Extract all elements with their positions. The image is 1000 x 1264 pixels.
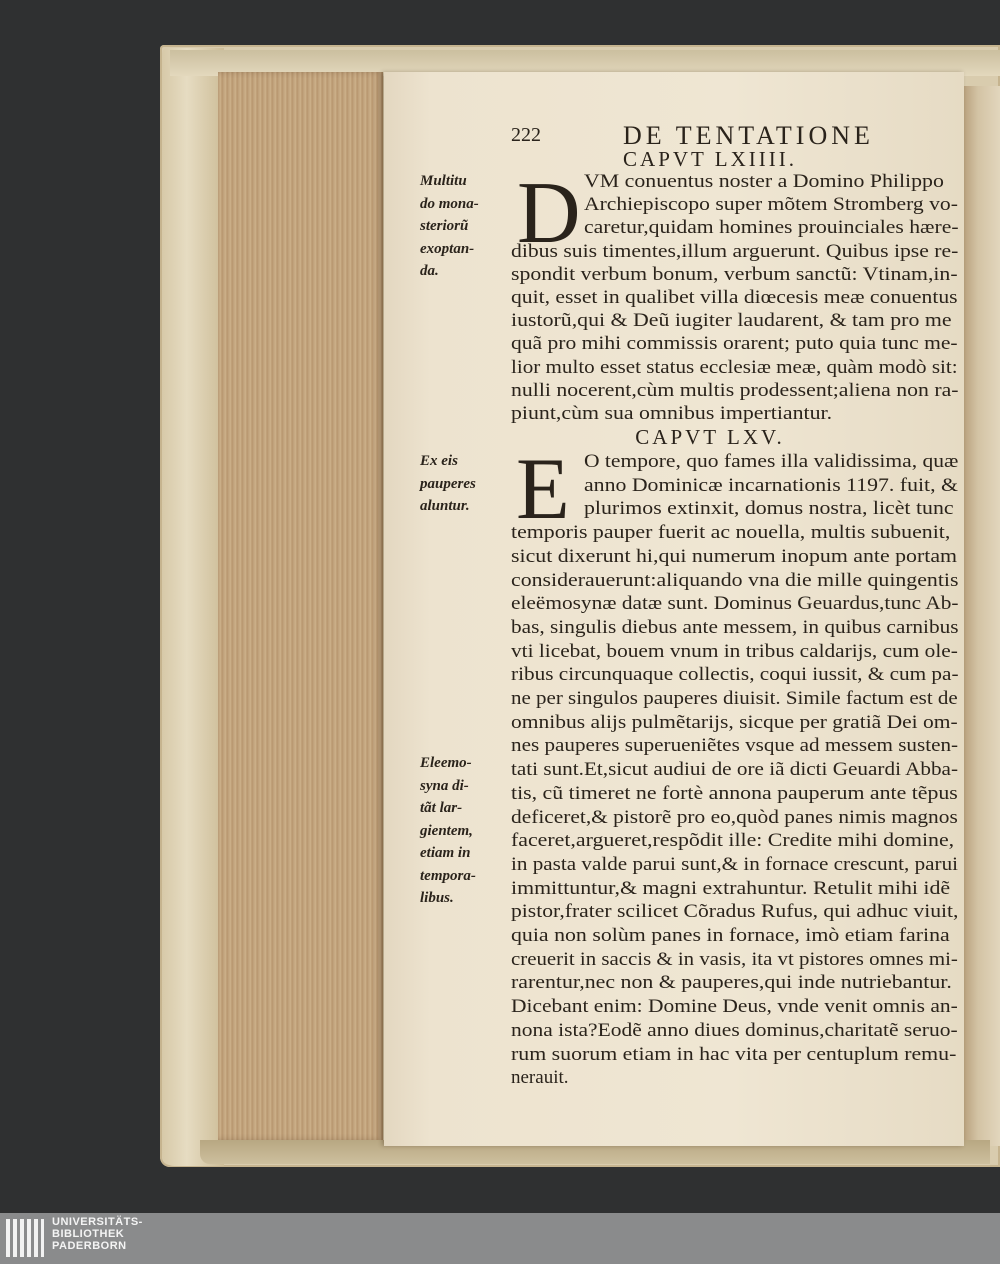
text-line: deficeret,& pistorẽ pro eo,quòd panes nimis magnos — [511, 806, 958, 828]
text-line: tis, cũ timeret ne fortè annona pauperum ante tẽpus — [511, 782, 958, 804]
drop-cap: E — [516, 441, 570, 538]
text-line: nes pauperes superueniẽtes vsque ad messem susten- — [511, 735, 959, 757]
library-logo-icon — [6, 1219, 46, 1257]
text-line: VM conuentus noster a Domino Philippo — [584, 171, 944, 192]
text-line: anno Dominicæ incarnationis 1197. fuit, & — [584, 474, 958, 496]
margin-note-line: Ex eis — [420, 453, 458, 469]
margin-note — [420, 450, 510, 518]
margin-note-line: gientem, — [420, 822, 473, 839]
margin-note-line: Multitu — [420, 173, 467, 189]
margin-note-line: syna di- — [420, 777, 469, 794]
text-line: eleëmosynæ datæ sunt. Dominus Geuardus,tunc Ab- — [511, 593, 959, 615]
text-line: nerauit. — [511, 1067, 569, 1089]
text-line: plurimos extinxit, domus nostra, licèt tunc — [584, 498, 954, 520]
text-line: ne per singulos pauperes diuisit. Simile factum est de — [511, 688, 958, 709]
logo-line: UNIVERSITÄTS- — [52, 1216, 143, 1228]
margin-note-line: libus. — [420, 890, 454, 906]
text-line: tati sunt.Et,sicut audiui de ore iã dicti Geuardi Abba- — [511, 759, 959, 781]
logo-line: PADERBORN — [52, 1240, 127, 1252]
text-line: omnibus alijs pulmẽtarijs, sicque per gratiã Dei om- — [511, 711, 958, 733]
running-title: DE TENTATIONE — [623, 121, 874, 150]
text-line: vti licebat, bouem vnum in tribus caldarijs, cum ole- — [511, 640, 958, 662]
margin-note-line: Eleemo- — [420, 755, 472, 771]
text-line: Archiepiscopo super mõtem Stromberg vo- — [584, 194, 958, 216]
text-line: considerauerunt:aliquando vna die mille quingentis — [511, 569, 959, 591]
margin-note-line: etiam in — [420, 845, 471, 861]
page-edges — [218, 72, 383, 1140]
text-line: spondit verbum bonum, verbum sanctũ: Vtinam,in- — [511, 263, 958, 285]
margin-note — [420, 752, 510, 910]
text-line: creuerit in saccis & in vasis, ita vt pistores omnes mi- — [511, 948, 958, 970]
margin-note-line: tempora- — [420, 867, 476, 884]
library-footer — [0, 1213, 1000, 1264]
text-line: in pasta valde parui sunt,& in fornace crescunt, parui — [511, 853, 959, 875]
text-line: rum suorum etiam in hac vita per centuplum remu- — [511, 1043, 957, 1065]
text-line: dibus suis timentes,illum arguerunt. Quibus ipse re- — [511, 240, 959, 262]
text-line: temporis pauper fuerit ac nouella, multis subuenit, — [511, 522, 951, 544]
margin-note-line: pauperes — [420, 475, 476, 492]
margin-note — [420, 170, 510, 283]
margin-note-line: exoptan- — [420, 240, 475, 257]
page-number: 222 — [511, 124, 541, 146]
drop-cap: D — [517, 165, 581, 262]
margin-note-line: aluntur. — [420, 498, 470, 514]
text-line: bas, singulis diebus ante messem, in quibus carnibus — [511, 616, 959, 638]
text-line: lior multo esset status ecclesiæ meæ, quàm modò sit: — [511, 356, 958, 378]
logo-line: BIBLIOTHEK — [52, 1228, 125, 1240]
text-line: quã pro mihi commissis orarent; puto quia tunc me- — [511, 333, 958, 355]
text-line: nona ista?Eodẽ anno diues dominus,charitatẽ seruo- — [511, 1019, 958, 1041]
chapter-heading: CAPVT LXIIII. — [623, 147, 797, 171]
text-line: quia non solùm panes in fornace, imò etiam farina — [511, 925, 950, 946]
text-line: quit, esset in qualibet villa diœcesis meæ conuentus — [511, 287, 958, 308]
text-line: nulli nocerent,cùm multis prodessent;aliena non ra- — [511, 379, 959, 401]
text-line: iustorũ,qui & Deũ iugiter laudarent, & tam pro me — [511, 310, 952, 332]
book-cover-spine — [162, 48, 224, 1166]
facing-page-edge — [963, 86, 1000, 1146]
text-line: piunt,cùm sua omnibus impertiantur. — [511, 403, 833, 424]
text-line: caretur,quidam homines prouinciales hære- — [584, 217, 959, 239]
text-line: immittuntur,& magni extrahuntur. Retulit mihi idẽ — [511, 877, 951, 899]
margin-note-line: da. — [420, 263, 439, 279]
chapter-heading: CAPVT LXV. — [635, 425, 785, 449]
margin-note-line: steriorũ — [420, 218, 469, 234]
text-line: pistor,frater scilicet Cõradus Rufus, qui adhuc viuit, — [511, 901, 959, 923]
text-line: ribus circunquaque collectis, coqui iussit, & cum pa- — [511, 664, 959, 686]
text-line: rarentur,nec non & pauperes,qui inde nutriebantur. — [511, 972, 952, 994]
text-line: sicut dixerunt hi,qui numerum inopum ante portam — [511, 545, 958, 567]
library-logo-text — [52, 1216, 143, 1252]
text-line: Dicebant enim: Domine Deus, vnde venit omnis an- — [511, 996, 958, 1018]
text-line: O tempore, quo fames illa validissima, quæ — [584, 451, 959, 472]
text-line: faceret,argueret,respõdit ille: Credite mihi domine, — [511, 830, 955, 852]
margin-note-line: do mona- — [420, 195, 479, 212]
margin-note-line: tãt lar- — [420, 800, 463, 816]
